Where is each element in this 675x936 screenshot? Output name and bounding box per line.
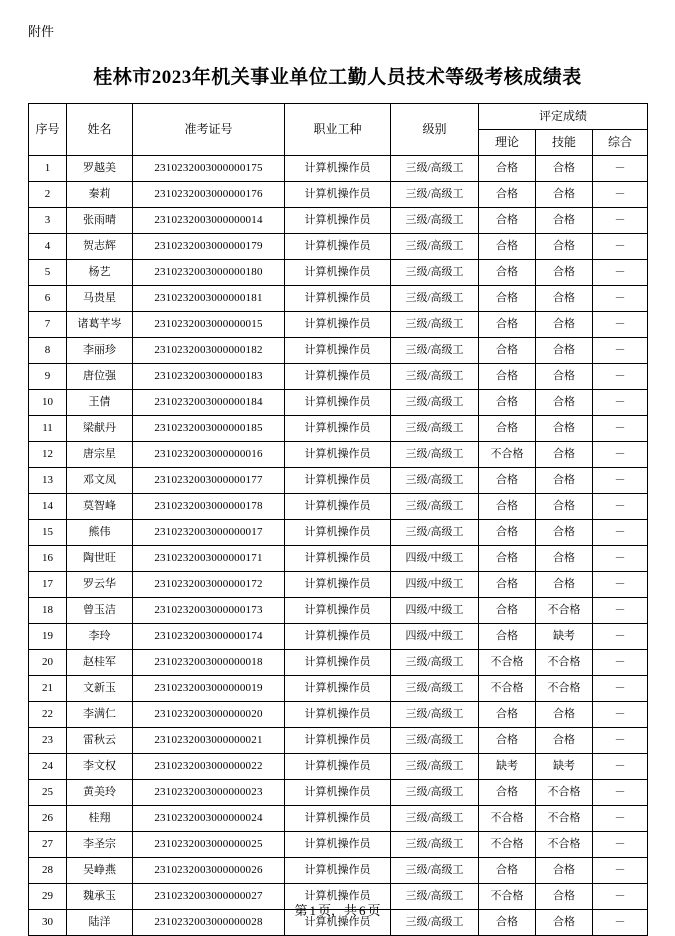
cell-seq: 18	[29, 597, 67, 623]
cell-job: 计算机操作员	[285, 623, 391, 649]
cell-level: 三级/高级工	[391, 259, 479, 285]
footer-suffix: 页	[367, 903, 381, 918]
cell-overall: －	[593, 519, 648, 545]
cell-seq: 24	[29, 753, 67, 779]
cell-overall: －	[593, 441, 648, 467]
cell-ticket: 2310232003000000176	[133, 181, 285, 207]
cell-overall: －	[593, 805, 648, 831]
cell-skill: 合格	[536, 155, 593, 181]
cell-seq: 21	[29, 675, 67, 701]
table-row	[29, 831, 648, 857]
cell-ticket: 2310232003000000024	[133, 805, 285, 831]
cell-ticket: 2310232003000000179	[133, 233, 285, 259]
cell-overall: －	[593, 233, 648, 259]
cell-ticket: 2310232003000000014	[133, 207, 285, 233]
table-row	[29, 311, 648, 337]
cell-job: 计算机操作员	[285, 155, 391, 181]
cell-theory: 合格	[479, 467, 536, 493]
cell-name: 黄美玲	[67, 779, 133, 805]
cell-name: 李文权	[67, 753, 133, 779]
cell-name: 李满仁	[67, 701, 133, 727]
cell-ticket: 2310232003000000181	[133, 285, 285, 311]
cell-seq: 2	[29, 181, 67, 207]
column-header-theory: 理论	[479, 129, 536, 155]
cell-skill: 合格	[536, 415, 593, 441]
column-header-seq: 序号	[29, 103, 67, 155]
cell-job: 计算机操作员	[285, 467, 391, 493]
cell-level: 三级/高级工	[391, 493, 479, 519]
cell-skill: 不合格	[536, 805, 593, 831]
cell-level: 三级/高级工	[391, 181, 479, 207]
cell-ticket: 2310232003000000178	[133, 493, 285, 519]
cell-level: 三级/高级工	[391, 831, 479, 857]
cell-overall: －	[593, 207, 648, 233]
cell-ticket: 2310232003000000184	[133, 389, 285, 415]
cell-job: 计算机操作员	[285, 701, 391, 727]
cell-job: 计算机操作员	[285, 337, 391, 363]
cell-skill: 合格	[536, 259, 593, 285]
cell-level: 三级/高级工	[391, 701, 479, 727]
cell-level: 三级/高级工	[391, 675, 479, 701]
cell-theory: 合格	[479, 285, 536, 311]
table-row	[29, 259, 648, 285]
cell-name: 桂翔	[67, 805, 133, 831]
cell-seq: 3	[29, 207, 67, 233]
cell-seq: 19	[29, 623, 67, 649]
cell-overall: －	[593, 493, 648, 519]
cell-name: 陆洋	[67, 909, 133, 935]
cell-theory: 不合格	[479, 441, 536, 467]
cell-seq: 30	[29, 909, 67, 935]
cell-level: 三级/高级工	[391, 649, 479, 675]
cell-name: 李玲	[67, 623, 133, 649]
cell-job: 计算机操作员	[285, 727, 391, 753]
cell-name: 吴峥燕	[67, 857, 133, 883]
cell-level: 四级/中级工	[391, 623, 479, 649]
cell-ticket: 2310232003000000020	[133, 701, 285, 727]
table-row	[29, 571, 648, 597]
cell-name: 李圣宗	[67, 831, 133, 857]
cell-skill: 合格	[536, 727, 593, 753]
cell-name: 梁献丹	[67, 415, 133, 441]
table-row	[29, 727, 648, 753]
cell-ticket: 2310232003000000183	[133, 363, 285, 389]
cell-level: 三级/高级工	[391, 519, 479, 545]
table-row	[29, 389, 648, 415]
table-row	[29, 805, 648, 831]
cell-skill: 不合格	[536, 649, 593, 675]
cell-seq: 9	[29, 363, 67, 389]
cell-skill: 合格	[536, 467, 593, 493]
cell-job: 计算机操作员	[285, 311, 391, 337]
cell-name: 罗云华	[67, 571, 133, 597]
cell-ticket: 2310232003000000017	[133, 519, 285, 545]
cell-overall: －	[593, 571, 648, 597]
cell-seq: 25	[29, 779, 67, 805]
cell-skill: 合格	[536, 311, 593, 337]
cell-job: 计算机操作员	[285, 285, 391, 311]
attachment-label: 附件	[28, 24, 55, 39]
cell-level: 三级/高级工	[391, 363, 479, 389]
column-header-skill: 技能	[536, 129, 593, 155]
cell-job: 计算机操作员	[285, 519, 391, 545]
cell-seq: 17	[29, 571, 67, 597]
cell-seq: 26	[29, 805, 67, 831]
cell-theory: 不合格	[479, 805, 536, 831]
cell-theory: 合格	[479, 857, 536, 883]
cell-level: 三级/高级工	[391, 389, 479, 415]
cell-level: 三级/高级工	[391, 233, 479, 259]
cell-overall: －	[593, 467, 648, 493]
table-body	[29, 155, 648, 935]
cell-level: 三级/高级工	[391, 753, 479, 779]
cell-ticket: 2310232003000000025	[133, 831, 285, 857]
cell-level: 三级/高级工	[391, 207, 479, 233]
cell-skill: 合格	[536, 545, 593, 571]
cell-skill: 合格	[536, 181, 593, 207]
column-header-name: 姓名	[67, 103, 133, 155]
table-row	[29, 415, 648, 441]
cell-job: 计算机操作员	[285, 597, 391, 623]
cell-skill: 合格	[536, 389, 593, 415]
cell-level: 四级/中级工	[391, 545, 479, 571]
cell-theory: 合格	[479, 779, 536, 805]
cell-job: 计算机操作员	[285, 415, 391, 441]
cell-skill: 合格	[536, 285, 593, 311]
cell-name: 曾玉洁	[67, 597, 133, 623]
cell-overall: －	[593, 623, 648, 649]
cell-skill: 合格	[536, 883, 593, 909]
cell-theory: 合格	[479, 571, 536, 597]
cell-level: 三级/高级工	[391, 441, 479, 467]
cell-level: 三级/高级工	[391, 805, 479, 831]
cell-level: 三级/高级工	[391, 285, 479, 311]
cell-overall: －	[593, 675, 648, 701]
cell-name: 唐位强	[67, 363, 133, 389]
cell-seq: 14	[29, 493, 67, 519]
cell-job: 计算机操作员	[285, 779, 391, 805]
footer-prefix: 第	[294, 903, 308, 918]
page-title: 桂林市2023年机关事业单位工勤人员技术等级考核成绩表	[93, 66, 582, 88]
cell-name: 杨艺	[67, 259, 133, 285]
cell-theory: 不合格	[479, 675, 536, 701]
footer-total-pages: 6	[359, 903, 366, 918]
cell-skill: 合格	[536, 857, 593, 883]
cell-seq: 16	[29, 545, 67, 571]
cell-seq: 10	[29, 389, 67, 415]
cell-skill: 不合格	[536, 831, 593, 857]
cell-job: 计算机操作员	[285, 857, 391, 883]
cell-seq: 23	[29, 727, 67, 753]
cell-name: 李丽珍	[67, 337, 133, 363]
cell-theory: 合格	[479, 337, 536, 363]
cell-skill: 缺考	[536, 753, 593, 779]
cell-overall: －	[593, 285, 648, 311]
cell-theory: 不合格	[479, 831, 536, 857]
grades-table	[28, 103, 648, 936]
cell-level: 四级/中级工	[391, 571, 479, 597]
column-header-overall: 综合	[593, 129, 648, 155]
cell-level: 三级/高级工	[391, 155, 479, 181]
cell-seq: 4	[29, 233, 67, 259]
cell-seq: 22	[29, 701, 67, 727]
table-row	[29, 493, 648, 519]
cell-overall: －	[593, 909, 648, 935]
cell-overall: －	[593, 155, 648, 181]
footer-current-page: 1	[309, 903, 316, 918]
cell-overall: －	[593, 259, 648, 285]
cell-ticket: 2310232003000000182	[133, 337, 285, 363]
cell-job: 计算机操作员	[285, 831, 391, 857]
cell-name: 莫智峰	[67, 493, 133, 519]
cell-ticket: 2310232003000000018	[133, 649, 285, 675]
cell-theory: 合格	[479, 155, 536, 181]
cell-ticket: 2310232003000000019	[133, 675, 285, 701]
cell-ticket: 2310232003000000171	[133, 545, 285, 571]
cell-overall: －	[593, 753, 648, 779]
table-row	[29, 519, 648, 545]
cell-overall: －	[593, 727, 648, 753]
cell-name: 文新玉	[67, 675, 133, 701]
cell-job: 计算机操作员	[285, 883, 391, 909]
cell-name: 邓文凤	[67, 467, 133, 493]
table-row	[29, 155, 648, 181]
footer-middle: 页，共	[317, 903, 357, 918]
cell-theory: 合格	[479, 311, 536, 337]
cell-job: 计算机操作员	[285, 805, 391, 831]
cell-skill: 合格	[536, 493, 593, 519]
cell-job: 计算机操作员	[285, 363, 391, 389]
table-row	[29, 649, 648, 675]
cell-level: 四级/中级工	[391, 597, 479, 623]
cell-ticket: 2310232003000000026	[133, 857, 285, 883]
cell-name: 诸葛芊岑	[67, 311, 133, 337]
cell-seq: 28	[29, 857, 67, 883]
table-row	[29, 467, 648, 493]
cell-name: 魏承玉	[67, 883, 133, 909]
cell-level: 三级/高级工	[391, 311, 479, 337]
cell-level: 三级/高级工	[391, 779, 479, 805]
cell-ticket: 2310232003000000180	[133, 259, 285, 285]
table-row	[29, 675, 648, 701]
cell-theory: 不合格	[479, 649, 536, 675]
cell-theory: 合格	[479, 701, 536, 727]
cell-ticket: 2310232003000000172	[133, 571, 285, 597]
cell-seq: 7	[29, 311, 67, 337]
cell-ticket: 2310232003000000021	[133, 727, 285, 753]
cell-seq: 13	[29, 467, 67, 493]
cell-theory: 缺考	[479, 753, 536, 779]
table-row	[29, 597, 648, 623]
table-row	[29, 701, 648, 727]
cell-seq: 6	[29, 285, 67, 311]
cell-name: 秦莉	[67, 181, 133, 207]
cell-job: 计算机操作员	[285, 909, 391, 935]
cell-seq: 8	[29, 337, 67, 363]
table-row	[29, 545, 648, 571]
cell-level: 三级/高级工	[391, 883, 479, 909]
cell-level: 三级/高级工	[391, 467, 479, 493]
cell-ticket: 2310232003000000175	[133, 155, 285, 181]
cell-theory: 合格	[479, 545, 536, 571]
cell-name: 唐宗星	[67, 441, 133, 467]
cell-name: 王倩	[67, 389, 133, 415]
cell-job: 计算机操作员	[285, 753, 391, 779]
cell-name: 马贵星	[67, 285, 133, 311]
column-header-ticket: 准考证号	[133, 103, 285, 155]
cell-overall: －	[593, 415, 648, 441]
cell-theory: 合格	[479, 363, 536, 389]
cell-overall: －	[593, 337, 648, 363]
cell-job: 计算机操作员	[285, 571, 391, 597]
cell-theory: 合格	[479, 207, 536, 233]
cell-skill: 合格	[536, 363, 593, 389]
cell-ticket: 2310232003000000185	[133, 415, 285, 441]
table-row	[29, 779, 648, 805]
page-footer	[0, 900, 675, 919]
cell-level: 三级/高级工	[391, 415, 479, 441]
table-row	[29, 623, 648, 649]
cell-name: 熊伟	[67, 519, 133, 545]
cell-job: 计算机操作员	[285, 649, 391, 675]
cell-job: 计算机操作员	[285, 181, 391, 207]
cell-ticket: 2310232003000000028	[133, 909, 285, 935]
cell-overall: －	[593, 649, 648, 675]
cell-job: 计算机操作员	[285, 441, 391, 467]
table-row	[29, 233, 648, 259]
cell-ticket: 2310232003000000174	[133, 623, 285, 649]
cell-skill: 合格	[536, 519, 593, 545]
cell-seq: 5	[29, 259, 67, 285]
column-header-result-group: 评定成绩	[479, 103, 648, 129]
cell-level: 三级/高级工	[391, 909, 479, 935]
cell-theory: 合格	[479, 623, 536, 649]
cell-ticket: 2310232003000000015	[133, 311, 285, 337]
column-header-level: 级别	[391, 103, 479, 155]
cell-skill: 不合格	[536, 597, 593, 623]
cell-overall: －	[593, 389, 648, 415]
cell-seq: 20	[29, 649, 67, 675]
cell-job: 计算机操作员	[285, 545, 391, 571]
cell-ticket: 2310232003000000016	[133, 441, 285, 467]
column-header-job: 职业工种	[285, 103, 391, 155]
cell-name: 罗越美	[67, 155, 133, 181]
cell-level: 三级/高级工	[391, 337, 479, 363]
cell-overall: －	[593, 597, 648, 623]
cell-overall: －	[593, 857, 648, 883]
cell-level: 三级/高级工	[391, 727, 479, 753]
cell-name: 张雨晴	[67, 207, 133, 233]
cell-job: 计算机操作员	[285, 233, 391, 259]
cell-skill: 合格	[536, 337, 593, 363]
cell-level: 三级/高级工	[391, 857, 479, 883]
cell-name: 贺志辉	[67, 233, 133, 259]
cell-skill: 合格	[536, 909, 593, 935]
table-row	[29, 363, 648, 389]
cell-ticket: 2310232003000000173	[133, 597, 285, 623]
cell-seq: 12	[29, 441, 67, 467]
cell-seq: 11	[29, 415, 67, 441]
cell-seq: 29	[29, 883, 67, 909]
cell-overall: －	[593, 545, 648, 571]
cell-job: 计算机操作员	[285, 259, 391, 285]
cell-seq: 27	[29, 831, 67, 857]
cell-overall: －	[593, 701, 648, 727]
cell-overall: －	[593, 883, 648, 909]
cell-skill: 不合格	[536, 779, 593, 805]
cell-theory: 合格	[479, 597, 536, 623]
cell-theory: 合格	[479, 909, 536, 935]
cell-theory: 合格	[479, 519, 536, 545]
cell-skill: 不合格	[536, 675, 593, 701]
cell-job: 计算机操作员	[285, 675, 391, 701]
cell-job: 计算机操作员	[285, 207, 391, 233]
cell-skill: 合格	[536, 571, 593, 597]
cell-name: 雷秋云	[67, 727, 133, 753]
cell-overall: －	[593, 311, 648, 337]
cell-seq: 15	[29, 519, 67, 545]
cell-overall: －	[593, 363, 648, 389]
cell-ticket: 2310232003000000022	[133, 753, 285, 779]
table-row	[29, 285, 648, 311]
cell-name: 陶世旺	[67, 545, 133, 571]
cell-name: 赵桂军	[67, 649, 133, 675]
cell-skill: 合格	[536, 441, 593, 467]
cell-skill: 缺考	[536, 623, 593, 649]
table-row	[29, 337, 648, 363]
cell-overall: －	[593, 831, 648, 857]
table-row	[29, 753, 648, 779]
cell-theory: 合格	[479, 181, 536, 207]
table-row	[29, 181, 648, 207]
cell-theory: 合格	[479, 415, 536, 441]
cell-theory: 合格	[479, 233, 536, 259]
table-row	[29, 857, 648, 883]
table-row	[29, 441, 648, 467]
cell-ticket: 2310232003000000177	[133, 467, 285, 493]
cell-ticket: 2310232003000000023	[133, 779, 285, 805]
cell-theory: 合格	[479, 493, 536, 519]
cell-skill: 合格	[536, 233, 593, 259]
cell-skill: 合格	[536, 701, 593, 727]
table-header	[29, 103, 648, 155]
cell-theory: 合格	[479, 259, 536, 285]
cell-ticket: 2310232003000000027	[133, 883, 285, 909]
cell-job: 计算机操作员	[285, 389, 391, 415]
cell-seq: 1	[29, 155, 67, 181]
table-row	[29, 207, 648, 233]
cell-theory: 不合格	[479, 883, 536, 909]
cell-theory: 合格	[479, 389, 536, 415]
cell-overall: －	[593, 779, 648, 805]
cell-overall: －	[593, 181, 648, 207]
cell-theory: 合格	[479, 727, 536, 753]
cell-job: 计算机操作员	[285, 493, 391, 519]
cell-skill: 合格	[536, 207, 593, 233]
